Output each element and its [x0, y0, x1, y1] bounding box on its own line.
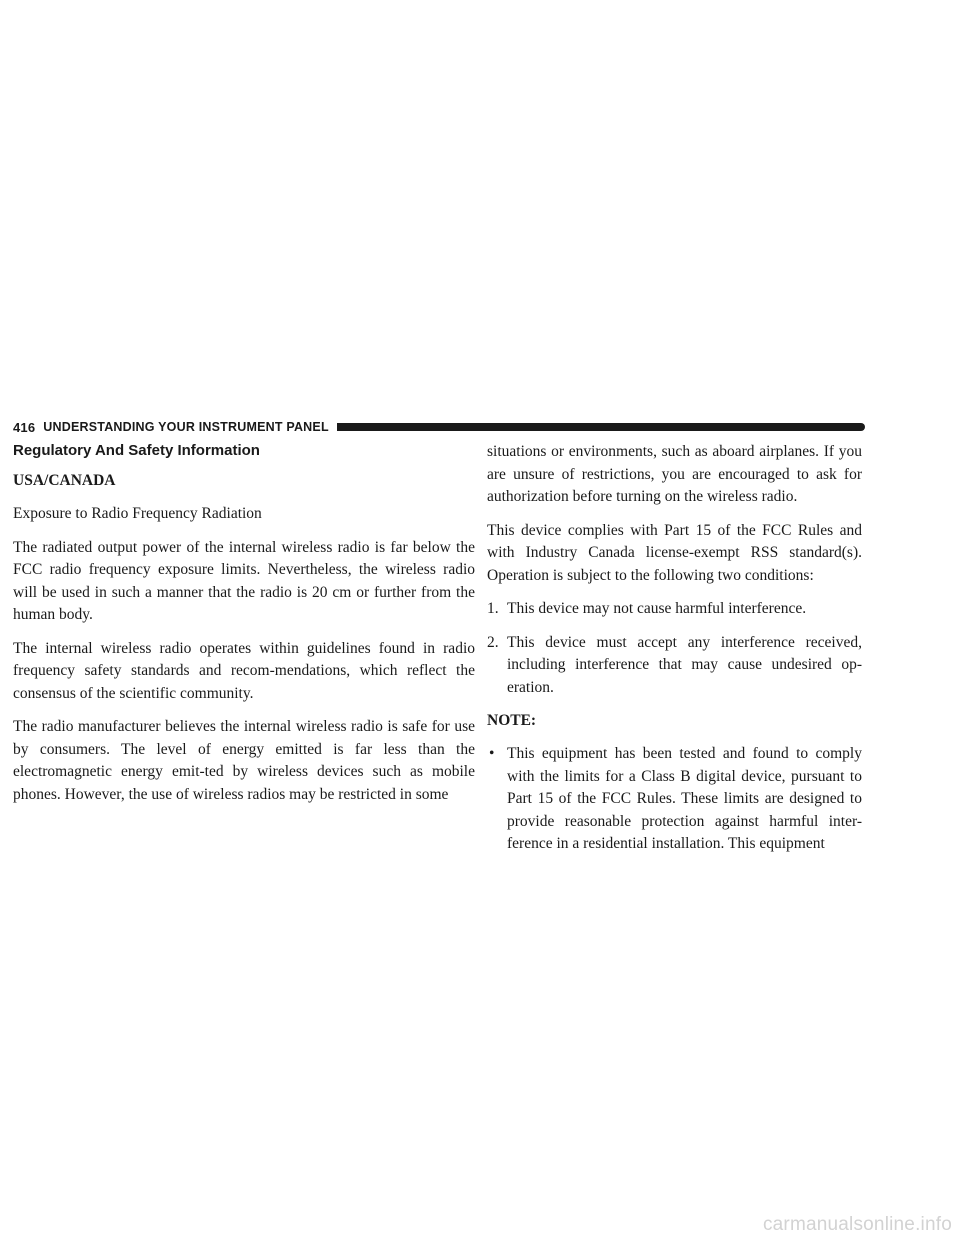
conditions-list [487, 598, 862, 699]
paragraph-fcc-compliance: This device complies with Part 15 of the FCC Rules and with Industry Canada license-exempt RSS standard(s). Operation is subject to the following two conditions: [487, 521, 862, 584]
running-header [13, 418, 865, 436]
paragraph-guidelines: The internal wireless radio operates within guidelines found in radio frequency safety standards and recom-mendations, which reflect the consensus of the scientific community. [13, 639, 475, 702]
exposure-line: Exposure to Radio Frequency Radiation [13, 505, 262, 522]
note-text: This equipment has been tested and found to comply with the limits for a Class B digital device, pursuant to Part 15 of the FCC Rules. These limits are designed to provide reasonable protection against harmful inter-ference in a residential installation. This equipment [507, 745, 862, 852]
watermark: carmanualsonline.info [762, 1214, 952, 1235]
list-item [487, 743, 862, 856]
bullet-icon: • [489, 745, 495, 762]
list-number: 1. [487, 600, 499, 617]
paragraph-continued: situations or environments, such as aboard airplanes. If you are unsure of restrictions, you are encouraged to ask for authorization before turning on the wireless radio. [487, 443, 862, 505]
right-column [487, 441, 862, 856]
header-rule [337, 423, 865, 431]
list-item [487, 598, 862, 621]
left-column [13, 441, 475, 817]
region-subheading: USA/CANADA [13, 472, 116, 489]
page-number: 416 [13, 419, 36, 435]
paragraph-manufacturer: The radio manufacturer believes the internal wireless radio is safe for use by consumers. The level of energy emitted is far less than the electromagnetic energy emit-ted by wireless devices such as mobile phones. However, the use of wireless radios may be restricted in some [13, 718, 475, 803]
section-title: UNDERSTANDING YOUR INSTRUMENT PANEL [43, 420, 329, 434]
notes-list [487, 743, 862, 856]
list-item-text: This device may not cause harmful interference. [507, 600, 807, 617]
section-heading: Regulatory And Safety Information [13, 442, 260, 459]
list-number: 2. [487, 633, 499, 651]
note-label: NOTE: [487, 712, 537, 729]
list-item-text: This device must accept any interference received, including interference that may cause undesired op-eration. [507, 633, 862, 696]
list-item [487, 632, 862, 700]
paragraph-output-power: The radiated output power of the internal wireless radio is far below the FCC radio frequency exposure limits. Nevertheless, the wireless radio will be used in such a manner that the radio is 20 cm or further from the human body. [13, 538, 475, 623]
